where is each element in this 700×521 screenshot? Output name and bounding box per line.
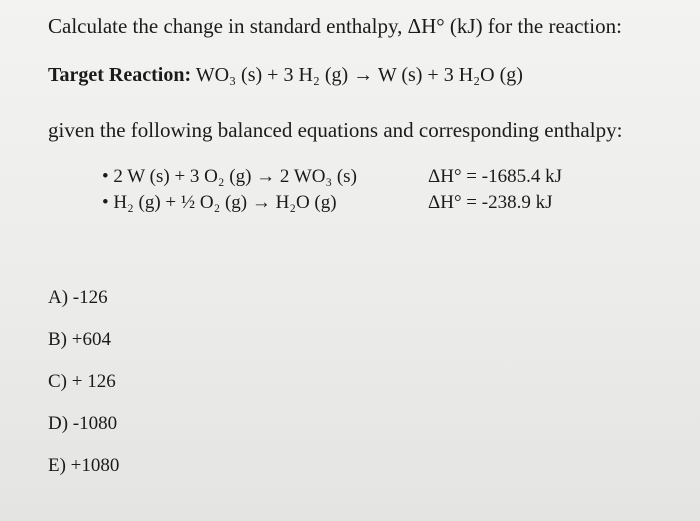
question-title: Calculate the change in standard enthalpy, ΔH° (kJ) for the reaction: (48, 14, 622, 38)
target-reaction-label: Target Reaction: (48, 64, 192, 86)
equation-1-enthalpy: ΔH° = -1685.4 kJ (428, 166, 562, 187)
choice-d[interactable]: D) -1080 (48, 413, 118, 434)
target-reaction (48, 64, 523, 87)
given-text: given the following balanced equations and corresponding enthalpy: (48, 118, 623, 142)
equation-2-enthalpy: ΔH° = -238.9 kJ (428, 192, 553, 213)
answer-choices (48, 288, 119, 498)
target-reaction-equation: WO₃ (s) + 3 H₂ (g) → W (s) + 3 H₂O (g) (195, 64, 523, 86)
choice-a[interactable]: A) -126 (48, 287, 108, 308)
choice-b[interactable]: B) +604 (48, 329, 111, 350)
choice-c[interactable]: C) + 126 (48, 371, 116, 392)
choice-e[interactable]: E) +1080 (48, 455, 120, 476)
equation-2: • H₂ (g) + ½ O₂ (g) → H₂O (g) (102, 192, 337, 213)
equation-1: • 2 W (s) + 3 O₂ (g) → 2 WO₃ (s) (102, 166, 357, 187)
